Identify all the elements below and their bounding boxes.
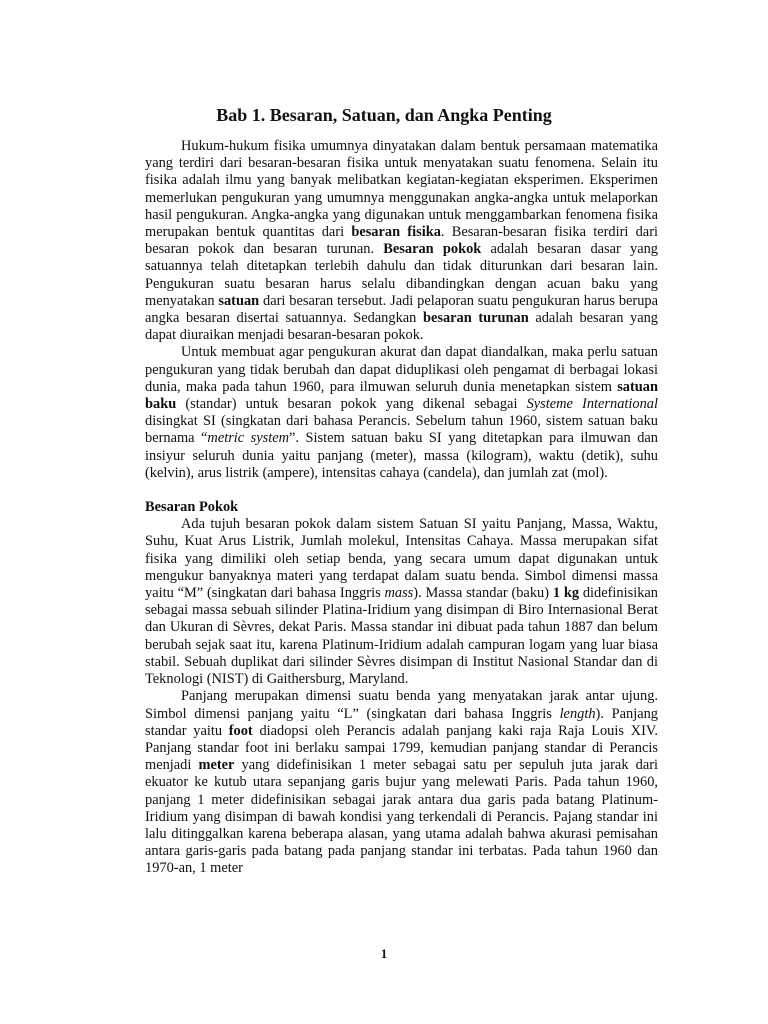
text-run: Ada tujuh besaran pokok dalam sistem Satuan SI yaitu Panjang, Massa, Waktu, Suhu, Kuat Arus Listrik, Jumlah molekul, Intensitas Cahaya. Massa merupakan sifat fisika yang dimiliki oleh setiap benda, yang secara umum dapat digunakan untuk mengukur banyaknya materi yang terdapat dalam suatu benda. Simbol dimensi massa yaitu “M” (singkatan dari bahasa Inggris xyxy=(145,516,658,602)
bold-term: besaran fisika xyxy=(351,224,441,241)
bold-term: foot xyxy=(228,722,253,739)
text-run: Hukum-hukum fisika umumnya dinyatakan dalam bentuk persamaan matematika yang terdiri dari besaran-besaran fisika untuk menyatakan suatu fenomena. Selain itu fisika adalah ilmu yang banyak melibatkan kegiatan-kegiatan eksperimen. Eksperimen memerlukan pengukuran yang umumnya menggunakan angka-angka untuk melaporkan hasil pengukuran. Angka-angka yang digunakan untuk menggambarkan fenomena fisika merupakan bentuk quantitas dari xyxy=(145,138,658,241)
text-run: Panjang merupakan dimensi suatu benda yang menyatakan jarak antar ujung. Simbol dimensi panjang yaitu “L” (singkatan dari bahasa Inggris xyxy=(145,688,658,722)
text-run: ). Massa standar (baku) xyxy=(413,585,553,602)
page-number: 1 xyxy=(380,946,388,961)
bold-term: meter xyxy=(198,757,235,774)
italic-term: metric system xyxy=(207,430,290,447)
text-run: Untuk membuat agar pengukuran akurat dan dapat diandalkan, maka perlu satuan pengukuran yang tidak berubah dan dapat diduplikasi oleh pengamat di berbagai lokasi dunia, maka pada tahun 1960, para ilmuwan seluruh dunia menetapkan sistem xyxy=(145,344,658,395)
italic-term: length xyxy=(559,705,596,722)
paragraph-section-2 xyxy=(145,688,658,877)
paragraph-intro-1 xyxy=(145,138,658,344)
text-run: dari besaran tersebut. Jadi pelaporan suatu pengukuran harus berupa angka besaran disertai satuannya. Sedangkan xyxy=(145,292,658,327)
text-run: (standar) untuk besaran pokok yang dikenal sebagai xyxy=(176,396,527,413)
text-run: disingkat SI (singkatan dari bahasa Perancis. Sebelum tahun 1960, sistem satuan baku bernama “ xyxy=(145,413,658,447)
italic-term: mass xyxy=(384,585,414,602)
paragraph-section-1 xyxy=(145,516,658,688)
text-run: didefinisikan sebagai massa sebuah silinder Platina-Iridium yang disimpan di Biro Internasional Berat dan Ukuran di Sèvres, dekat Paris. Massa standar ini dibuat pada tahun 1887 dan belum berubah sejak saat itu, karena Platinum-Iridium adalah campuran logam yang luar biasa stabil. Sebuah duplikat dari silinder Sèvres disimpan di Institut Nasional Standar dan di Teknologi (NIST) di Gaithersburg, Maryland. xyxy=(145,585,658,688)
paragraph-intro-2 xyxy=(145,344,658,482)
text-run: ). Panjang standar yaitu xyxy=(145,705,658,739)
text-run: . Besaran-besaran fisika terdiri dari besaran pokok dan besaran turunan. xyxy=(145,224,658,258)
text-run: yang didefinisikan 1 meter sebagai satu per sepuluh juta jarak dari ekuator ke kutub utara sepanjang garis bujur yang melewati Paris. Pada tahun 1960, panjang 1 meter didefinisikan sebagai jarak antara dua garis pada batang Platinum-Iridium yang disimpan di bawah kondisi yang terkendali di Perancis. Pajang standar ini lalu ditinggalkan karena beberapa alasan, yang utama adalah bahwa akurasi pemisahan antara garis-garis pada batang pada panjang standar ini terbatas. Pada tahun 1960 dan 1970-an, 1 meter xyxy=(145,757,659,877)
bold-term: besaran turunan xyxy=(422,310,529,327)
text-run: diadopsi oleh Perancis adalah panjang kaki raja Raja Louis XIV. Panjang standar foot ini berlaku sampai 1799, kemudian panjang standar di Perancis menjadi xyxy=(145,722,658,774)
section-heading-besaran-pokok: Besaran Pokok xyxy=(145,499,239,516)
text-run: adalah besaran yang dapat diuraikan menjadi besaran-besaran pokok. xyxy=(145,310,658,344)
bold-term: satuan xyxy=(218,292,260,309)
document-body xyxy=(145,138,658,878)
chapter-title: Bab 1. Besaran, Satuan, dan Angka Penting xyxy=(216,105,552,125)
text-run: adalah besaran dasar yang satuannya telah ditetapkan terlebih dahulu dan tidak diturunkan dari besaran lain. Pengukuran suatu besaran harus selalu dibandingkan dengan acuan baku yang menyatakan xyxy=(145,241,658,309)
italic-term: Systeme International xyxy=(526,396,658,413)
bold-term: satuan baku xyxy=(145,378,658,413)
text-run: ”. Sistem satuan baku SI yang ditetapkan para ilmuwan dan insiyur seluruh dunia yaitu panjang (meter), massa (kilogram), waktu (detik), suhu (kelvin), arus listrik (ampere), intensitas cahaya (candela), dan jumlah zat (mol). xyxy=(145,430,658,481)
bold-term: Besaran pokok xyxy=(383,241,482,258)
bold-term: 1 kg xyxy=(552,585,580,602)
